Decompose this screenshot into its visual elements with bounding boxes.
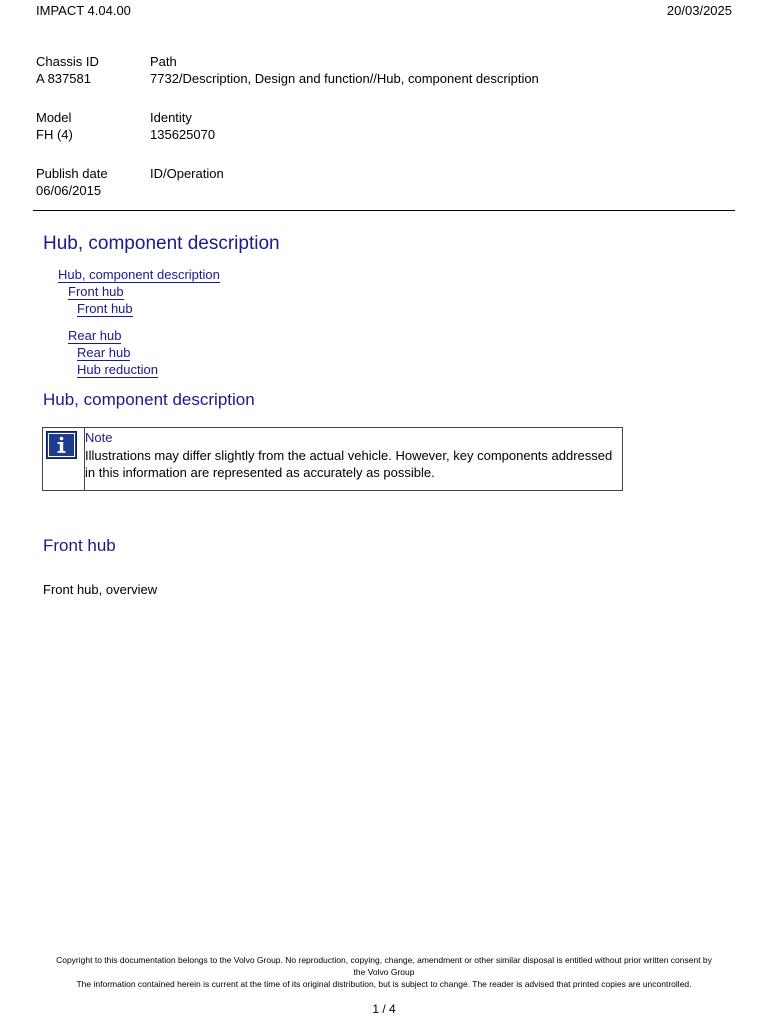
disclaimer: The information contained herein is current at the time of its original distribution, but is subject to change. The reader is advised that printed copies are uncontrolled. bbox=[76, 979, 692, 989]
section-title: Hub, component description bbox=[43, 390, 255, 409]
publish-date-label: Publish date bbox=[36, 166, 108, 181]
note-box bbox=[42, 427, 623, 491]
page-title: Hub, component description bbox=[43, 233, 280, 254]
toc-link-rear-hub[interactable]: Rear hub bbox=[77, 345, 131, 360]
note-text-line-2: in this information are represented as accurately as possible. bbox=[85, 465, 435, 480]
info-icon bbox=[46, 431, 77, 459]
toc-link-hub-component-description[interactable]: Hub, component description bbox=[58, 267, 220, 282]
header-divider bbox=[33, 210, 735, 211]
publish-date-value: 06/06/2015 bbox=[36, 183, 102, 198]
toc-link-hub-reduction[interactable]: Hub reduction bbox=[77, 362, 158, 377]
id-operation-label: ID/Operation bbox=[150, 166, 224, 181]
front-hub-caption: Front hub, overview bbox=[43, 582, 158, 597]
app-version: IMPACT 4.04.00 bbox=[36, 3, 131, 18]
note-text bbox=[85, 447, 617, 481]
toc-link-front-hub[interactable]: Front hub bbox=[77, 301, 133, 316]
identity-label: Identity bbox=[150, 110, 192, 125]
copyright-line-1: Copyright to this documentation belongs to the Volvo Group. No reproduction, copying, change, amendment or other similar disposal is entitled without prior written consent by bbox=[56, 955, 712, 965]
toc-link-front-hub-section[interactable]: Front hub bbox=[68, 284, 124, 299]
path-value: 7732/Description, Design and function//Hub, component description bbox=[150, 71, 539, 86]
copyright-notice bbox=[30, 954, 738, 990]
page-number: 1 / 4 bbox=[372, 1002, 396, 1016]
toc-link-rear-hub-section[interactable]: Rear hub bbox=[68, 328, 122, 343]
chassis-id-label: Chassis ID bbox=[36, 54, 99, 69]
copyright-line-2: the Volvo Group bbox=[353, 967, 415, 977]
identity-value: 135625070 bbox=[150, 127, 216, 142]
note-label: Note bbox=[85, 430, 113, 445]
print-date: 20/03/2025 bbox=[666, 3, 732, 18]
front-hub-heading: Front hub bbox=[43, 536, 116, 555]
chassis-id-value: A 837581 bbox=[36, 71, 91, 86]
model-label: Model bbox=[36, 110, 72, 125]
note-text-line-1: Illustrations may differ slightly from the actual vehicle. However, key components addressed bbox=[85, 448, 613, 463]
path-label: Path bbox=[150, 54, 177, 69]
model-value: FH (4) bbox=[36, 127, 73, 142]
note-icon-cell bbox=[43, 428, 85, 490]
